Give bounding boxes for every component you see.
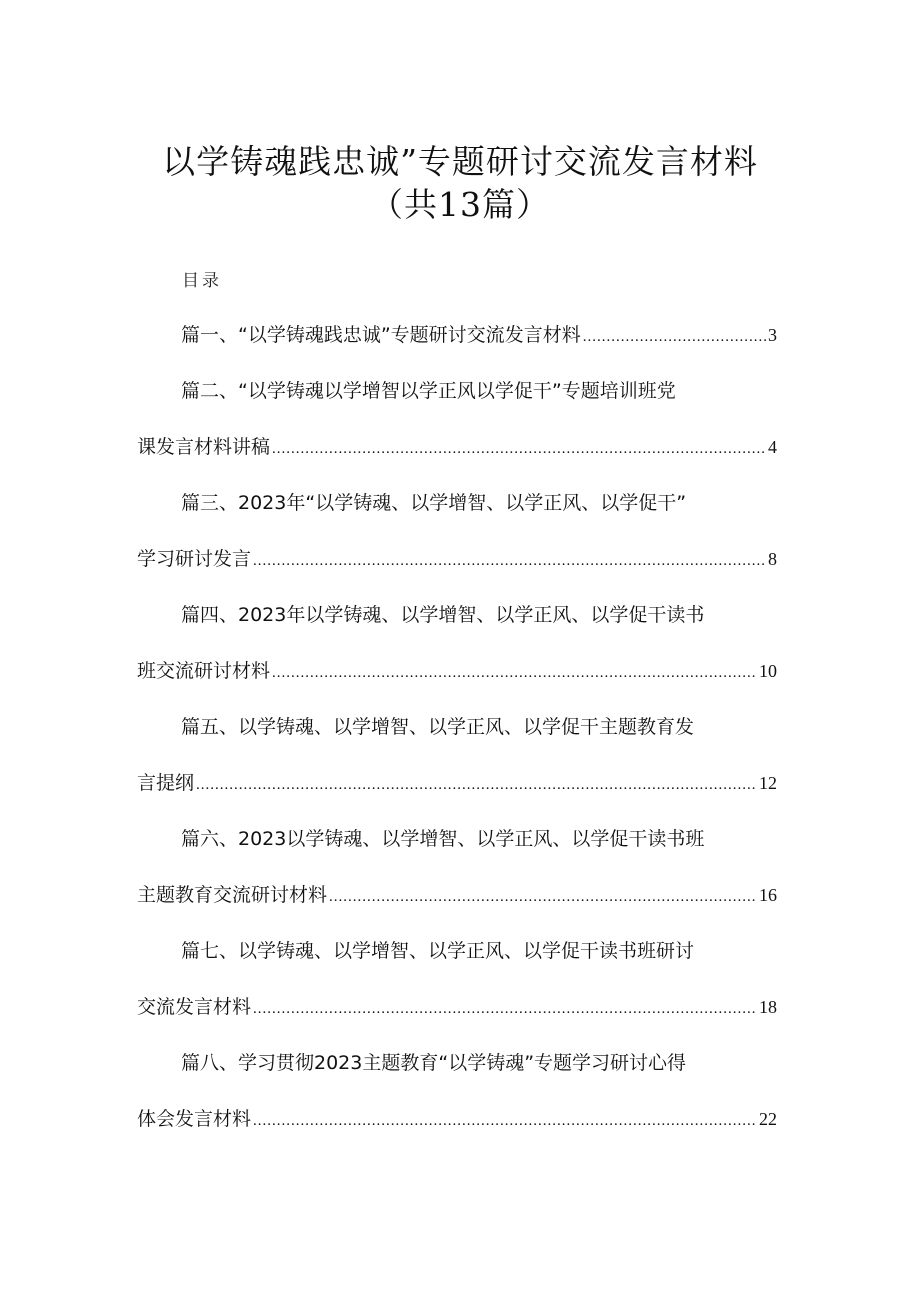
toc-entry-4-title[interactable]: 篇四、2023年以学铸魂、以学增智、以学正风、以学促干读书 [181, 604, 705, 626]
toc-entry-4-cont: 班交流研讨材料 [137, 660, 271, 682]
document-subtitle: （共13篇） [370, 185, 550, 224]
toc-heading: 目录 [182, 271, 222, 291]
toc-leader-dots [253, 1113, 757, 1130]
toc-leader-dots [253, 1001, 757, 1018]
toc-leader-dots [272, 441, 766, 458]
toc-entry-3-cont: 学习研讨发言 [137, 548, 252, 570]
toc-entry-8-cont: 体会发言材料 [137, 1108, 252, 1130]
toc-entry-8-title[interactable]: 篇八、学习贯彻2023主题教育“以学铸魂”专题学习研讨心得 [181, 1052, 687, 1074]
toc-entry-1-title: 篇一、“以学铸魂践忠诚”专题研讨交流发言材料 [181, 324, 581, 346]
toc-entry-5-page: 12 [759, 773, 777, 793]
toc-entry-7-page: 18 [759, 997, 777, 1017]
toc-entry-3-title[interactable]: 篇三、2023年“以学铸魂、以学增智、以学正风、以学促干” [181, 492, 687, 514]
toc-leader-dots [253, 553, 766, 570]
toc-entry-3[interactable] [137, 544, 777, 571]
toc-entry-5-cont: 言提纲 [137, 772, 195, 794]
toc-entry-7[interactable] [137, 992, 777, 1019]
toc-entry-2-cont: 课发言材料讲稿 [137, 436, 271, 458]
toc-entry-1-page: 3 [768, 325, 777, 345]
toc-leader-dots [329, 889, 757, 906]
toc-entry-3-page: 8 [768, 549, 777, 569]
toc-entry-1[interactable] [181, 320, 777, 347]
toc-leader-dots [272, 665, 757, 682]
toc-entry-4-page: 10 [759, 661, 777, 681]
toc-entry-7-title[interactable]: 篇七、以学铸魂、以学增智、以学正风、以学促干读书班研讨 [181, 940, 695, 962]
toc-entry-5-title[interactable]: 篇五、以学铸魂、以学增智、以学正风、以学促干主题教育发 [181, 716, 695, 738]
toc-entry-7-cont: 交流发言材料 [137, 996, 252, 1018]
toc-leader-dots [196, 777, 757, 794]
toc-entry-6-cont: 主题教育交流研讨材料 [137, 884, 328, 906]
toc-entry-6-page: 16 [759, 885, 777, 905]
document-title: 以学铸魂践忠诚”专题研讨交流发言材料 [162, 142, 758, 181]
toc-entry-2-title[interactable]: 篇二、“以学铸魂以学增智以学正风以学促干”专题培训班党 [181, 380, 676, 402]
toc-entry-2-page: 4 [768, 437, 777, 457]
toc-entry-8[interactable] [137, 1104, 777, 1131]
toc-leader-dots [583, 329, 766, 346]
toc-entry-2[interactable] [137, 432, 777, 459]
toc-entry-4[interactable] [137, 656, 777, 683]
toc-entry-6-title[interactable]: 篇六、2023以学铸魂、以学增智、以学正风、以学促干读书班 [181, 828, 705, 850]
toc-entry-8-page: 22 [759, 1109, 777, 1129]
toc-entry-5[interactable] [137, 768, 777, 795]
toc-entry-6[interactable] [137, 880, 777, 907]
